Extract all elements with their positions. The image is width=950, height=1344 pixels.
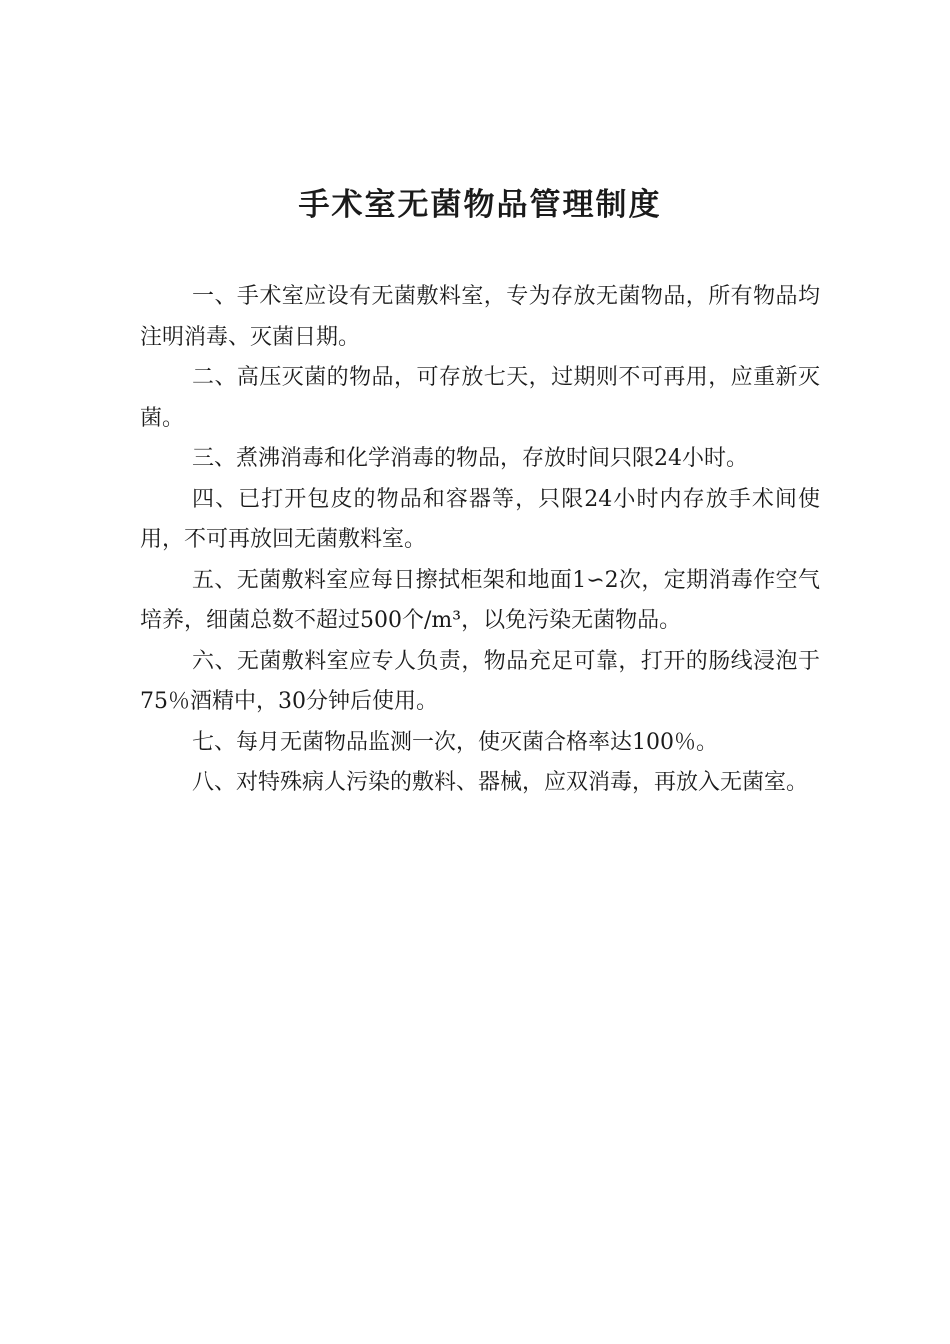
rule-paragraph-1: 一、手术室应设有无菌敷料室，专为存放无菌物品，所有物品均注明消毒、灭菌日期。 xyxy=(140,284,820,350)
rule-paragraph-7: 七、每月无菌物品监测一次，使灭菌合格率达100％。 xyxy=(192,729,718,755)
rule-paragraph-4: 四、已打开包皮的物品和容器等，只限24小时内存放手术间使用，不可再放回无菌敷料室。 xyxy=(140,486,820,552)
rule-paragraph-2: 二、高压灭菌的物品，可存放七天，过期则不可再用，应重新灭菌。 xyxy=(140,365,820,431)
rule-paragraph-3: 三、煮沸消毒和化学消毒的物品，存放时间只限24小时。 xyxy=(192,446,748,471)
rule-paragraph-5: 五、无菌敷料室应每日擦拭柜架和地面1∽2次，定期消毒作空气培养，细菌总数不超过500个/m³，以免污染无菌物品。 xyxy=(140,567,820,633)
document-body xyxy=(140,277,820,804)
rule-paragraph-8: 八、对特殊病人污染的敷料、器械，应双消毒，再放入无菌室。 xyxy=(192,770,809,795)
document-title: 手术室无菌物品管理制度 xyxy=(298,187,662,223)
rule-paragraph-6: 六、无菌敷料室应专人负责，物品充足可靠，打开的肠线浸泡于75％酒精中，30分钟后使用。 xyxy=(140,648,820,714)
